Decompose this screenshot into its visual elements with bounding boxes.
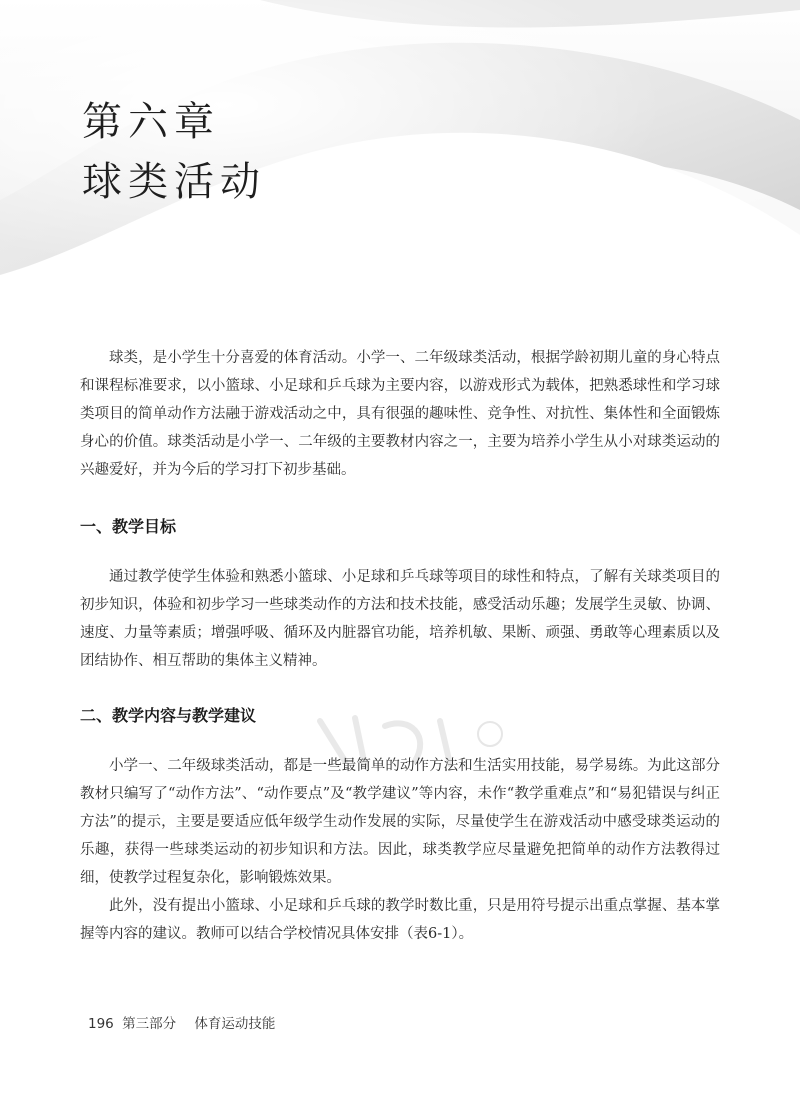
- teaching-goals-paragraph: 通过教学使学生体验和熟悉小篮球、小足球和乒乓球等项目的球性和特点，了解有关球类项目的初步知识，体验和初步学习一些球类动作的方法和技术技能，感受活动乐趣；发展学生灵敏、协调、速度、力量等素质；增强呼吸、循环及内脏器官功能，培养机敏、果断、顽强、勇敢等心理素质以及团结协作、相互帮助的集体主义精神。: [80, 569, 720, 669]
- chapter-title: [82, 92, 266, 212]
- page-content: [80, 340, 720, 948]
- footer-part: 第三部分: [122, 1016, 177, 1032]
- section-heading-teaching-content: 二、教学内容与教学建议: [80, 706, 257, 725]
- page-footer: [88, 1012, 275, 1032]
- teaching-content-paragraph: 此外，没有提出小篮球、小足球和乒乓球的教学时数比重，只是用符号提示出重点掌握、基本掌握等内容的建议。教师可以结合学校情况具体安排（表6-1）。: [80, 898, 720, 942]
- teaching-content-paragraph: 小学一、二年级球类活动，都是一些最简单的动作方法和生活实用技能，易学易练。为此这部分教材只编写了“动作方法”、“动作要点”及“教学建议”等内容，未作“教学重难点”和“易犯错误与纠正方法”的提示，主要是要适应低年级学生动作发展的实际，尽量使学生在游戏活动中感受球类运动的乐趣，获得一些球类运动的初步知识和方法。因此，球类教学应尽量避免把简单的动作方法教得过细，使教学过程复杂化，影响锻炼效果。: [80, 758, 720, 886]
- chapter-name: 球类活动: [82, 159, 266, 205]
- page-number: 196: [88, 1016, 114, 1032]
- chapter-number: 第六章: [82, 99, 220, 145]
- intro-paragraph: 球类，是小学生十分喜爱的体育活动。小学一、二年级球类活动，根据学龄初期儿童的身心特点和课程标准要求，以小篮球、小足球和乒乓球为主要内容，以游戏形式为载体，把熟悉球性和学习球类项目的简单动作方法融于游戏活动之中，具有很强的趣味性、竞争性、对抗性、集体性和全面锻炼身心的价值。球类活动是小学一、二年级的主要教材内容之一，主要为培养小学生从小对球类运动的兴趣爱好，并为今后的学习打下初步基础。: [80, 350, 720, 478]
- footer-part-title: 体育运动技能: [194, 1016, 276, 1032]
- section-heading-teaching-goals: 一、教学目标: [80, 517, 177, 536]
